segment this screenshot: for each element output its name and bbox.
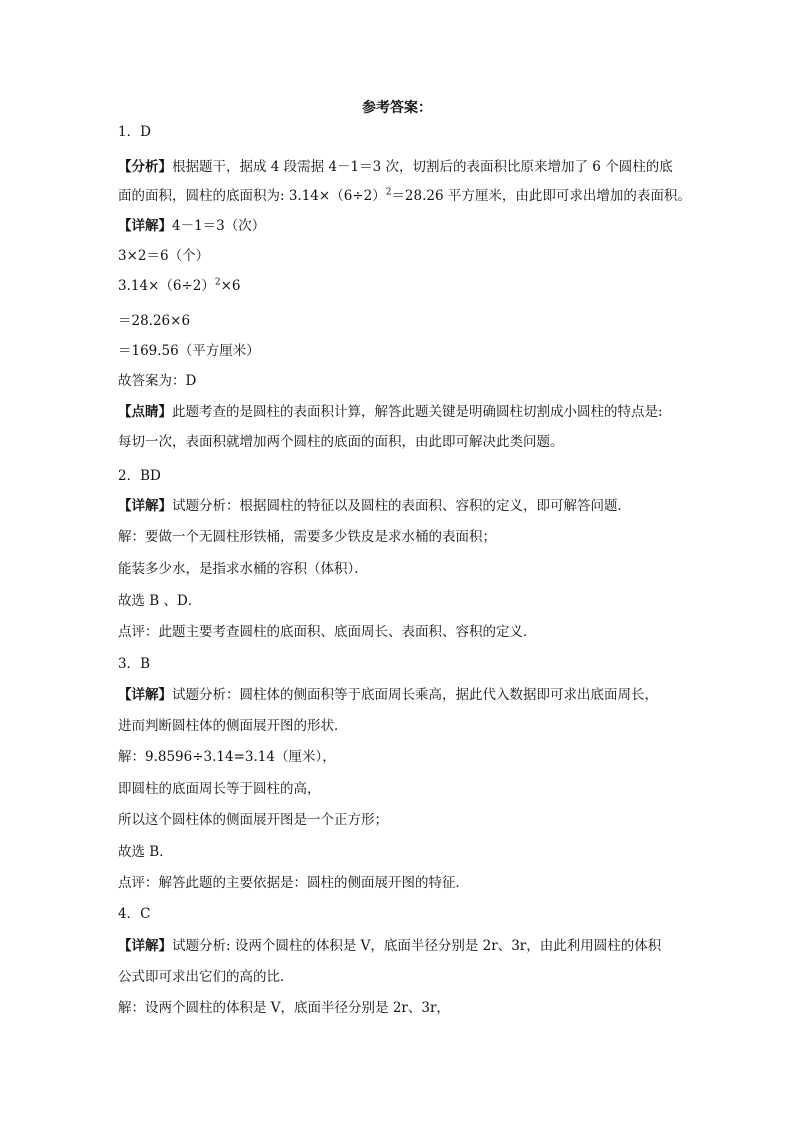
q3-line-2: 进而判断圆柱体的侧面展开图的形状． xyxy=(118,718,348,734)
comment-tag: 【点睛】 xyxy=(118,404,172,420)
q1-calc-exponent: 2 xyxy=(214,277,221,288)
q1-analysis-line-2 xyxy=(118,186,758,206)
detail-tag: 【详解】 xyxy=(118,498,172,514)
q1-comment-text-1: 此题考查的是圆柱的表面积计算，解答此题关键是明确圆柱切割成小圆柱的特点是: xyxy=(172,404,663,420)
q3-line-4: 即圆柱的底面周长等于圆柱的高， xyxy=(118,781,321,797)
q1-calc-text-3b: ×6 xyxy=(220,278,241,294)
q1-calc-line-3 xyxy=(118,276,758,296)
q3-line-3: 解：9.8596÷3.14=3.14（厘米）， xyxy=(118,749,336,765)
detail-tag: 【详解】 xyxy=(118,218,172,234)
q1-detail-text-1: 4－1＝3（次） xyxy=(172,218,266,234)
q4-detail-line-1 xyxy=(118,936,758,956)
q1-comment-line-2: 每切一次，表面积就增加两个圆柱的底面的面积，由此即可解决此类问题。 xyxy=(118,434,564,450)
q1-detail-line-1 xyxy=(118,216,758,236)
q3-detail-line-1 xyxy=(118,685,758,705)
q2-line-3: 能装多少水，是指求水桶的容积（体积）． xyxy=(118,561,368,577)
q1-analysis-line-1 xyxy=(118,157,758,177)
q4-number: 4．C xyxy=(118,906,151,922)
detail-tag: 【详解】 xyxy=(118,687,172,703)
q2-detail-line-1 xyxy=(118,496,758,516)
q3-number: 3．B xyxy=(118,656,151,672)
q1-analysis-text-1: 根据题干，据成 4 段需据 4－1＝3 次，切割后的表面积比原来增加了 6 个圆柱的底 xyxy=(172,159,673,175)
q3-line-5: 所以这个圆柱体的侧面展开图是一个正方形； xyxy=(118,812,388,828)
q4-line-3: 解：设两个圆柱的体积是 V，底面半径分别是 2r、3r， xyxy=(118,1000,450,1016)
q1-calc-line-2: 3×2＝6（个） xyxy=(118,248,210,264)
q2-number: 2．BD xyxy=(118,468,161,484)
q1-answer: 故答案为：D xyxy=(118,373,197,389)
detail-tag: 【详解】 xyxy=(118,938,172,954)
q2-answer: 故选 B 、D． xyxy=(118,593,202,609)
q2-detail-text-1: 试题分析：根据圆柱的特征以及圆柱的表面积、容积的定义，即可解答问题． xyxy=(172,498,631,514)
q1-calc-text-3a: 3.14×（6÷2） xyxy=(118,278,215,294)
q3-detail-text-1: 试题分析：圆柱体的侧面积等于底面周长乘高，据此代入数据即可求出底面周长， xyxy=(172,687,658,703)
q1-analysis-text-2a: 面的面积，圆柱的底面积为: 3.14×（6÷2） xyxy=(118,188,386,204)
q1-calc-line-5: ＝169.56（平方厘米） xyxy=(118,343,260,359)
q1-analysis-exponent: 2 xyxy=(385,187,392,198)
q4-detail-text-1: 试题分析: 设两个圆柱的体积是 V，底面半径分别是 2r、3r，由此利用圆柱的体积 xyxy=(172,938,662,954)
analysis-tag: 【分析】 xyxy=(118,159,172,175)
q3-comment: 点评：解答此题的主要依据是：圆柱的侧面展开图的特征． xyxy=(118,875,469,891)
q4-line-2: 公式即可求出它们的高的比． xyxy=(118,969,294,985)
page-title: 参考答案： xyxy=(362,100,432,116)
q1-comment-line-1 xyxy=(118,402,758,422)
q2-line-2: 解：要做一个无圆柱形铁桶，需要多少铁皮是求水桶的表面积； xyxy=(118,529,496,545)
q1-calc-line-4: ＝28.26×6 xyxy=(118,313,191,329)
q1-number: 1．D xyxy=(118,124,151,140)
q2-comment: 点评：此题主要考查圆柱的底面积、底面周长、表面积、容积的定义． xyxy=(118,624,537,640)
q1-analysis-text-2b: ＝28.26 平方厘米，由此即可求出增加的表面积。 xyxy=(391,188,691,204)
q3-answer: 故选 B． xyxy=(118,844,173,860)
